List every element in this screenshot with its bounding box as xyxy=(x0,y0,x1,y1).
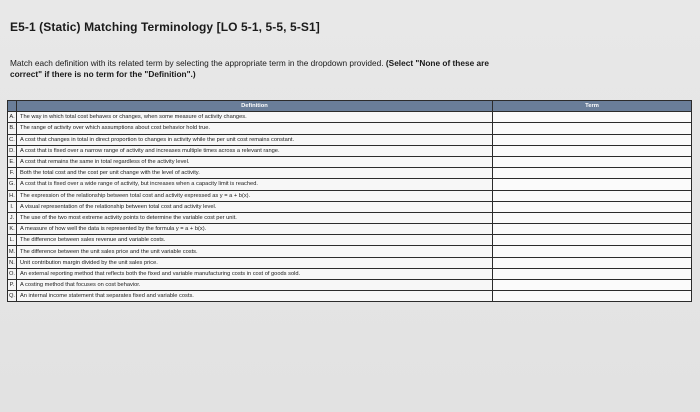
term-dropdown-cell[interactable] xyxy=(493,212,692,223)
table-row xyxy=(8,201,692,212)
row-definition: A costing method that focuses on cost behavior. xyxy=(17,280,493,291)
term-dropdown-cell[interactable] xyxy=(493,134,692,145)
term-dropdown[interactable] xyxy=(493,291,691,301)
term-dropdown[interactable] xyxy=(493,157,691,167)
row-definition: A visual representation of the relationship between total cost and activity level. xyxy=(17,201,493,212)
table-header-row xyxy=(8,101,692,112)
table-row xyxy=(8,257,692,268)
term-dropdown[interactable] xyxy=(493,135,691,145)
row-definition: An external reporting method that reflects both the fixed and variable manufacturing costs in cost of goods sold. xyxy=(17,268,493,279)
table-row xyxy=(8,235,692,246)
table-row xyxy=(8,112,692,123)
table-row xyxy=(8,123,692,134)
instructions xyxy=(10,58,650,80)
term-column-header: Term xyxy=(493,101,692,112)
table-row xyxy=(8,246,692,257)
row-letter: I. xyxy=(8,201,17,212)
term-dropdown[interactable] xyxy=(493,123,691,133)
term-dropdown-cell[interactable] xyxy=(493,168,692,179)
term-dropdown-cell[interactable] xyxy=(493,190,692,201)
term-dropdown-cell[interactable] xyxy=(493,268,692,279)
row-definition: A measure of how well the data is represented by the formula y = a + b(x). xyxy=(17,224,493,235)
term-dropdown[interactable] xyxy=(493,280,691,290)
row-letter: H. xyxy=(8,190,17,201)
row-definition: The range of activity over which assumptions about cost behavior hold true. xyxy=(17,123,493,134)
term-dropdown[interactable] xyxy=(493,168,691,178)
table-row xyxy=(8,145,692,156)
row-letter: C. xyxy=(8,134,17,145)
term-dropdown[interactable] xyxy=(493,112,691,122)
term-dropdown-cell[interactable] xyxy=(493,145,692,156)
table-row xyxy=(8,168,692,179)
term-dropdown[interactable] xyxy=(493,179,691,189)
table-row xyxy=(8,224,692,235)
table-row xyxy=(8,268,692,279)
table-row xyxy=(8,280,692,291)
term-dropdown[interactable] xyxy=(493,202,691,212)
row-letter: Q. xyxy=(8,291,17,302)
instructions-note-part1: (Select "None of these are xyxy=(385,58,489,68)
table-row xyxy=(8,134,692,145)
term-dropdown-cell[interactable] xyxy=(493,201,692,212)
term-dropdown[interactable] xyxy=(493,213,691,223)
table-row xyxy=(8,212,692,223)
row-definition: The way in which total cost behaves or changes, when some measure of activity changes. xyxy=(17,112,493,123)
term-dropdown[interactable] xyxy=(493,269,691,279)
term-dropdown-cell[interactable] xyxy=(493,246,692,257)
table-row xyxy=(8,156,692,167)
matching-table-container xyxy=(7,100,692,302)
row-definition: The expression of the relationship between total cost and activity expressed as y = a + b(x). xyxy=(17,190,493,201)
row-letter: P. xyxy=(8,280,17,291)
term-dropdown-cell[interactable] xyxy=(493,156,692,167)
term-dropdown-cell[interactable] xyxy=(493,235,692,246)
row-letter: E. xyxy=(8,156,17,167)
page-title: E5-1 (Static) Matching Terminology [LO 5-1, 5-5, 5-S1] xyxy=(10,20,320,34)
row-letter: O. xyxy=(8,268,17,279)
row-definition: The difference between the unit sales price and the unit variable costs. xyxy=(17,246,493,257)
letter-column-header xyxy=(8,101,17,112)
instructions-text: Match each definition with its related term by selecting the appropriate term in the dropdown provided. xyxy=(10,58,384,68)
row-letter: D. xyxy=(8,145,17,156)
term-dropdown-cell[interactable] xyxy=(493,257,692,268)
table-row xyxy=(8,291,692,302)
row-definition: A cost that is fixed over a narrow range of activity and increases multiple times across a relevant range. xyxy=(17,145,493,156)
term-dropdown[interactable] xyxy=(493,146,691,156)
row-definition: A cost that remains the same in total regardless of the activity level. xyxy=(17,156,493,167)
term-dropdown[interactable] xyxy=(493,224,691,234)
row-letter: N. xyxy=(8,257,17,268)
term-dropdown-cell[interactable] xyxy=(493,123,692,134)
term-dropdown[interactable] xyxy=(493,235,691,245)
row-definition: Unit contribution margin divided by the unit sales price. xyxy=(17,257,493,268)
row-definition: The difference between sales revenue and variable costs. xyxy=(17,235,493,246)
row-letter: G. xyxy=(8,179,17,190)
term-dropdown-cell[interactable] xyxy=(493,112,692,123)
row-definition: An internal income statement that separates fixed and variable costs. xyxy=(17,291,493,302)
row-letter: K. xyxy=(8,224,17,235)
row-definition: Both the total cost and the cost per unit change with the level of activity. xyxy=(17,168,493,179)
row-letter: A. xyxy=(8,112,17,123)
table-row xyxy=(8,190,692,201)
term-dropdown[interactable] xyxy=(493,258,691,268)
term-dropdown-cell[interactable] xyxy=(493,280,692,291)
row-definition: The use of the two most extreme activity points to determine the variable cost per unit. xyxy=(17,212,493,223)
term-dropdown-cell[interactable] xyxy=(493,224,692,235)
row-definition: A cost that is fixed over a wide range of activity, but increases when a capacity limit is reached. xyxy=(17,179,493,190)
instructions-note-part2: correct" if there is no term for the "Definition".) xyxy=(10,69,196,79)
table-row xyxy=(8,179,692,190)
row-letter: J. xyxy=(8,212,17,223)
row-letter: M. xyxy=(8,246,17,257)
row-letter: F. xyxy=(8,168,17,179)
row-letter: L. xyxy=(8,235,17,246)
term-dropdown-cell[interactable] xyxy=(493,179,692,190)
term-dropdown[interactable] xyxy=(493,191,691,201)
term-dropdown[interactable] xyxy=(493,247,691,257)
definition-column-header: Definition xyxy=(17,101,493,112)
term-dropdown-cell[interactable] xyxy=(493,291,692,302)
row-letter: B. xyxy=(8,123,17,134)
matching-table xyxy=(7,100,692,302)
row-definition: A cost that changes in total in direct proportion to changes in activity while the per unit cost remains constant. xyxy=(17,134,493,145)
